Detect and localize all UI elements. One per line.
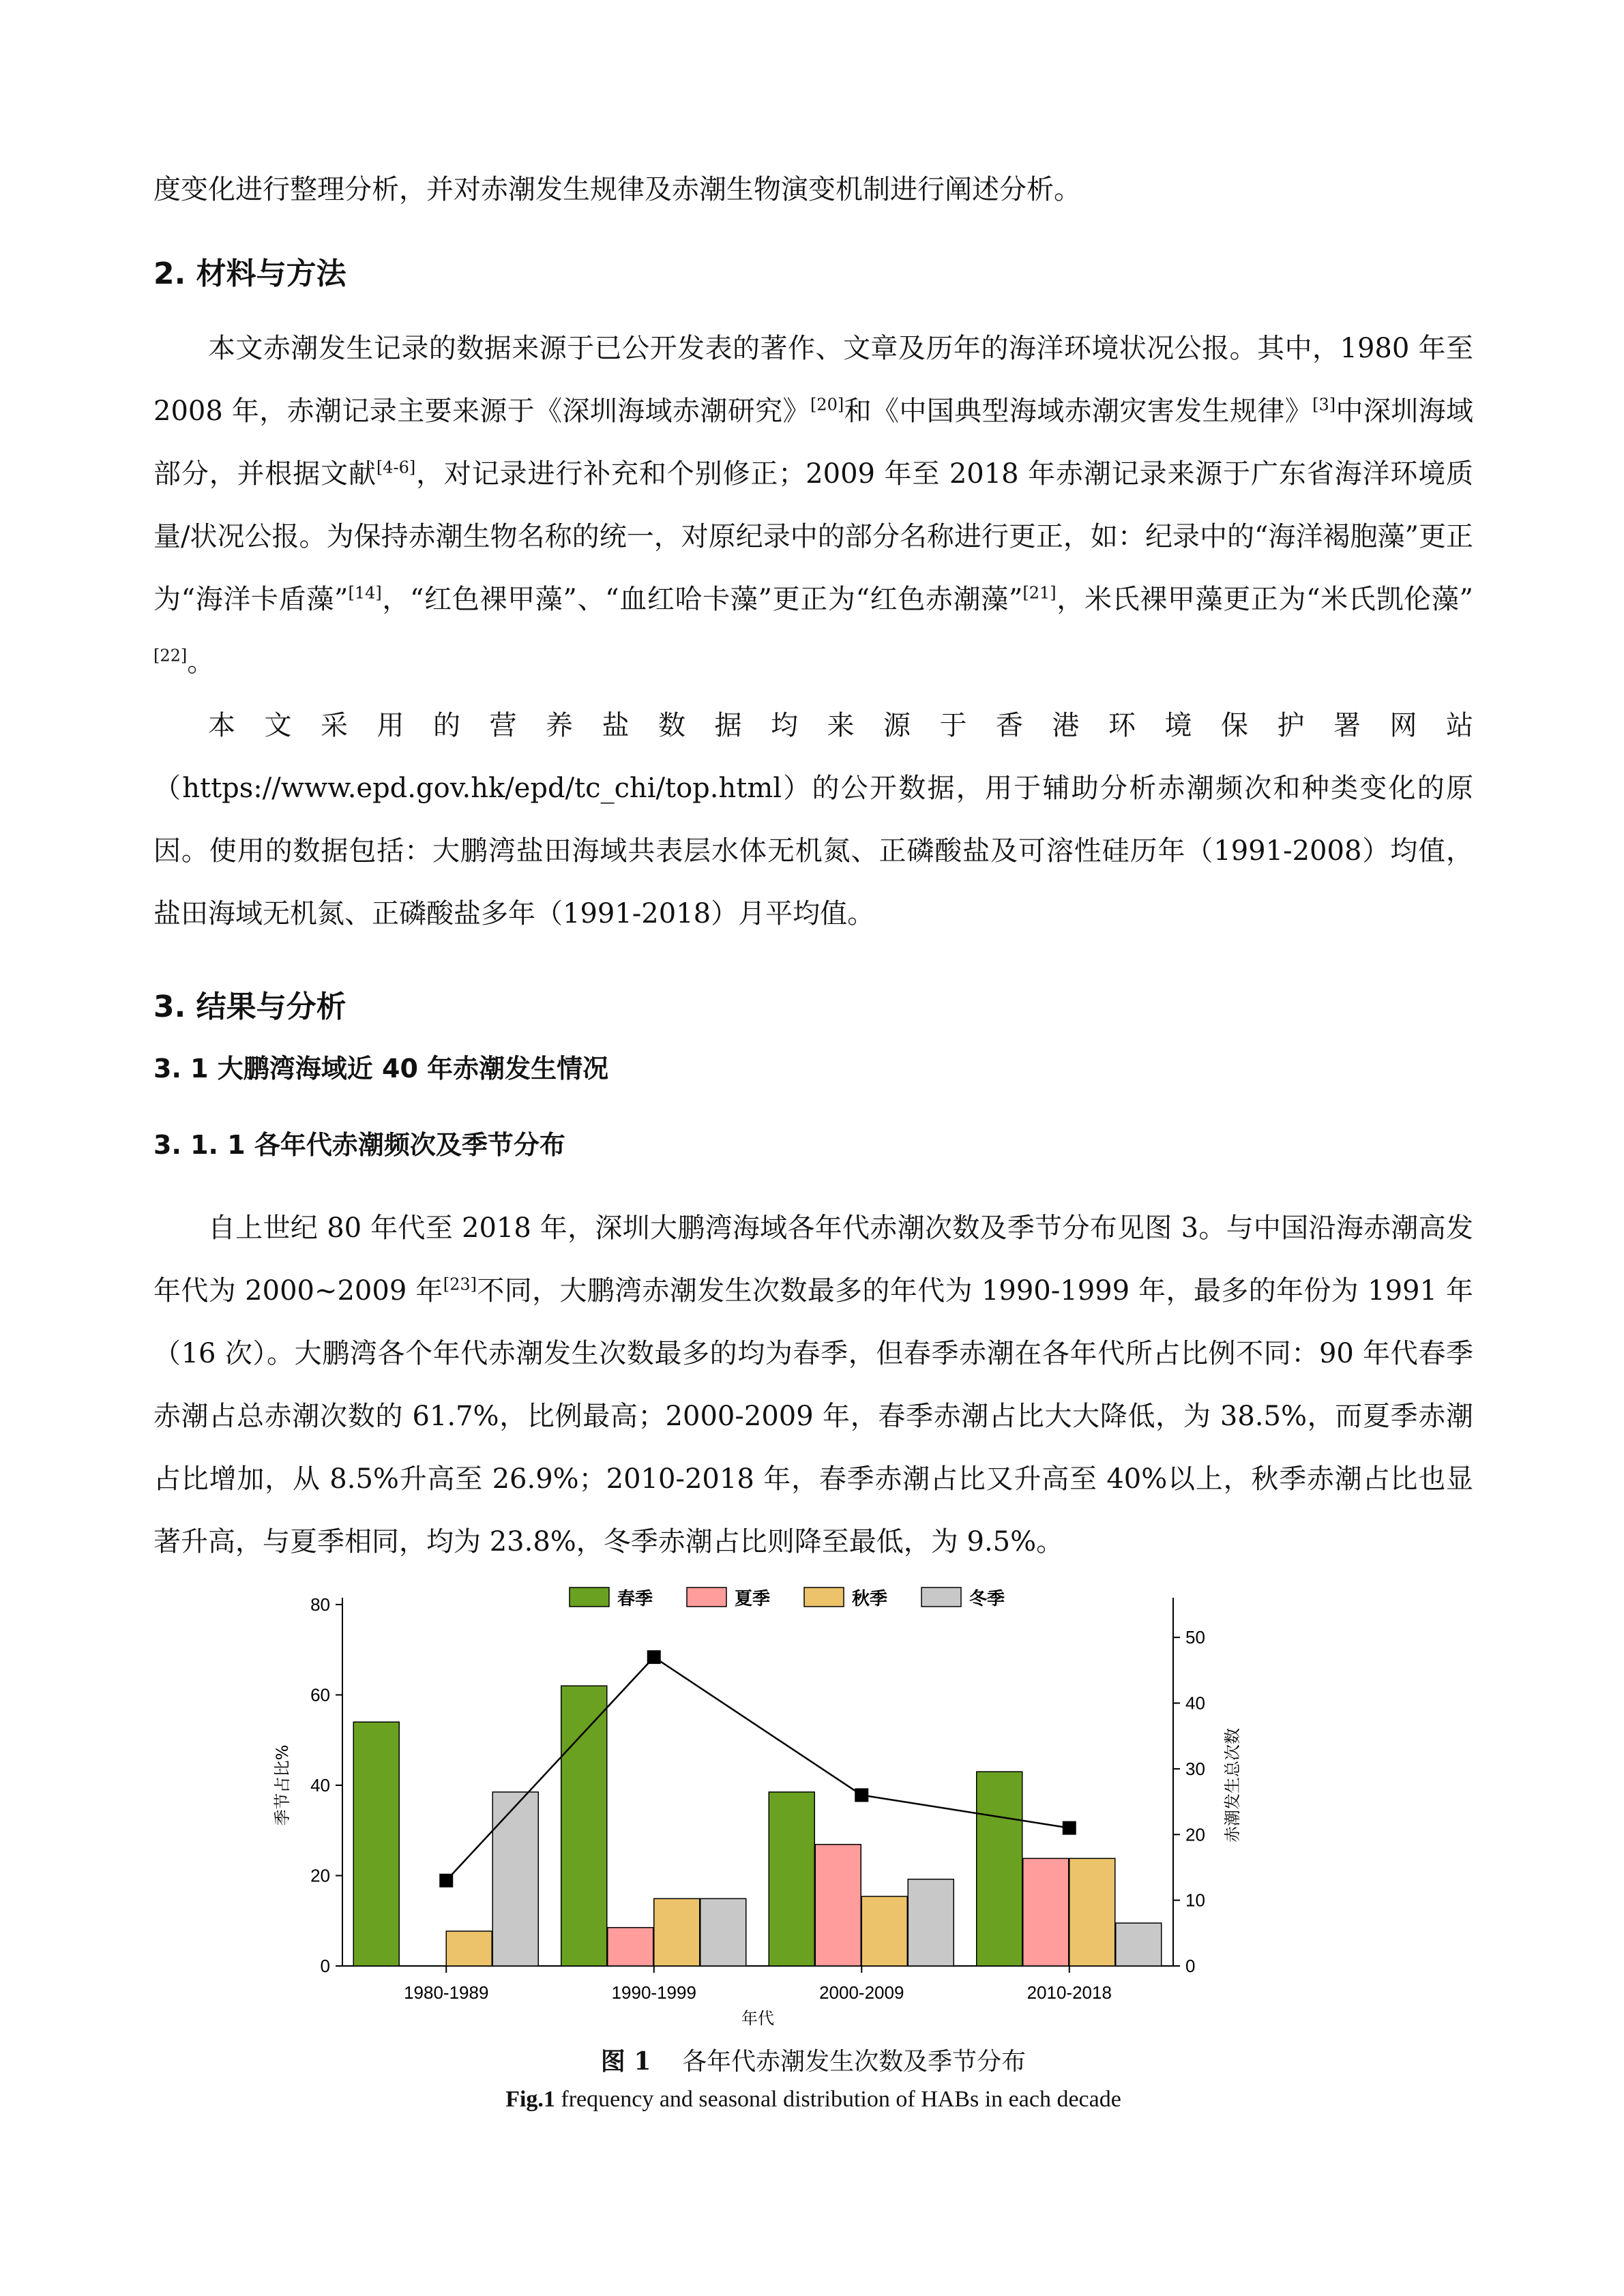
bar-2-2000-2009	[815, 1845, 861, 1966]
right-tick-label: 50	[1185, 1627, 1205, 1648]
intro-tail-paragraph: 度变化进行整理分析，并对赤潮发生规律及赤潮生物演变机制进行阐述分析。	[153, 174, 1081, 205]
subsection-3-1-heading: 3. 1 大鹏湾海域近 40 年赤潮发生情况	[153, 1054, 609, 1084]
section-2-paragraph-1	[153, 317, 1473, 694]
figure-label-cn: 图 1	[600, 2047, 651, 2076]
decade-season-chart	[252, 1575, 1262, 2028]
x-tick-label: 2010-2018	[1027, 1982, 1112, 2003]
sec2-p1-text-f: ，米氏裸甲藻更正为“米氏凯伦藻”	[1056, 584, 1473, 615]
bar-4-1980-1989	[492, 1792, 538, 1966]
left-tick-label: 60	[310, 1684, 330, 1705]
bar-3-1980-1989	[446, 1931, 492, 1966]
legend-label: 秋季	[852, 1589, 888, 1609]
x-axis-label: 年代	[741, 2009, 774, 2028]
citation-22: [22]	[153, 646, 188, 666]
figure-title-cn: 各年代赤潮发生次数及季节分布	[682, 2048, 1027, 2076]
sec2-p1-text-b: 和《中国典型海域赤潮灾害发生规律》	[844, 396, 1313, 427]
bar-1-2000-2009	[769, 1792, 814, 1966]
x-tick-label: 1990-1999	[611, 1982, 696, 2003]
sec2-p1-text-c: 中深圳海域部分，并根据文献	[153, 396, 1474, 490]
legend-swatch	[804, 1587, 844, 1607]
citation-23: [23]	[443, 1274, 477, 1294]
citation-4-6: [4-6]	[376, 458, 416, 477]
figure-caption-en	[153, 2087, 1473, 2113]
y-axis-right-label: 赤潮发生总次数	[1223, 1728, 1242, 1843]
bar-4-1990-1999	[700, 1898, 746, 1966]
section-3-paragraph-1	[153, 1197, 1473, 1573]
figure-caption-cn	[153, 2042, 1473, 2077]
left-tick-label: 40	[310, 1775, 330, 1795]
right-tick-label: 20	[1185, 1824, 1205, 1845]
total-count-marker	[855, 1788, 868, 1802]
bar-1-1980-1989	[353, 1722, 399, 1966]
bar-3-2000-2009	[861, 1896, 907, 1966]
legend-label: 春季	[617, 1589, 653, 1609]
right-tick-label: 0	[1185, 1956, 1196, 1976]
sec2-p1-text-e: ，“红色裸甲藻”、“血红哈卡藻”更正为“红色赤潮藻”	[381, 584, 1023, 615]
sec2-p1-text-d: ，对记录进行补充和个别修正；2009 年至 2018 年赤潮记录来源于广东省海洋环境质量/状况公报。为保持赤潮生物名称的统一，对原纪录中的部分名称进行更正，如：纪录中的“海洋褐胞藻”更正为“海洋卡盾藻”	[153, 458, 1473, 615]
bar-1-2010-2018	[977, 1772, 1022, 1966]
sec2-p1-text-a: 本文赤潮发生记录的数据来源于已公开发表的著作、文章及历年的海洋环境状况公报。其中，1980 年至 2008 年，赤潮记录主要来源于《深圳海域赤潮研究》	[153, 333, 1473, 427]
citation-14: [14]	[348, 583, 382, 603]
section-2-paragraph-2: 本文采用的营养盐数据均来源于香港环境保护署网站（https://www.epd.gov.hk/epd/tc_chi/top.html）的公开数据，用于辅助分析赤潮频次和种类变化的原因。使用的数据包括：大鹏湾盐田海域共表层水体无机氮、正磷酸盐及可溶性硅历年（1991-2008）均值，盐田海域无机氮、正磷酸盐多年（1991-2018）月平均值。	[153, 710, 1473, 929]
left-tick-label: 80	[310, 1594, 330, 1615]
x-tick-label: 1980-1989	[404, 1982, 489, 2003]
bar-4-2000-2009	[908, 1879, 954, 1966]
citation-21: [21]	[1022, 583, 1057, 603]
bar-3-1990-1999	[654, 1898, 700, 1966]
subsection-3-1-1-heading: 3. 1. 1 各年代赤潮频次及季节分布	[153, 1130, 565, 1160]
legend-label: 冬季	[969, 1589, 1005, 1609]
legend-swatch	[687, 1587, 726, 1607]
right-tick-label: 40	[1185, 1693, 1205, 1714]
sec2-p1-text-g: 。	[187, 646, 215, 678]
total-count-marker	[647, 1650, 661, 1664]
chart-svg	[252, 1575, 1262, 2028]
section-2-heading: 2. 材料与方法	[153, 256, 346, 291]
legend-swatch	[570, 1587, 609, 1607]
x-tick-label: 2000-2009	[819, 1982, 904, 2003]
total-count-marker	[439, 1874, 453, 1888]
section-3-heading: 3. 结果与分析	[153, 989, 346, 1024]
bar-2-2010-2018	[1023, 1858, 1069, 1966]
legend-swatch	[921, 1587, 961, 1607]
citation-20: [20]	[810, 395, 844, 415]
bar-1-1990-1999	[561, 1686, 607, 1966]
left-tick-label: 20	[310, 1865, 330, 1886]
citation-3: [3]	[1312, 395, 1336, 415]
bar-3-2010-2018	[1069, 1858, 1115, 1966]
bar-2-1990-1999	[608, 1928, 653, 1966]
right-tick-label: 30	[1185, 1758, 1205, 1779]
total-count-line	[446, 1657, 1069, 1881]
right-tick-label: 10	[1185, 1890, 1205, 1911]
legend-label: 夏季	[735, 1589, 771, 1609]
left-tick-label: 0	[320, 1956, 330, 1976]
bar-4-2010-2018	[1116, 1923, 1162, 1966]
figure-label-en: Fig.1	[505, 2087, 555, 2112]
figure-title-en: frequency and seasonal distribution of HABs in each decade	[555, 2087, 1121, 2112]
sec3-p1-text-b: 不同，大鹏湾赤潮发生次数最多的年代为 1990-1999 年，最多的年份为 1991 年（16 次）。大鹏湾各个年代赤潮发生次数最多的均为春季，但春季赤潮在各年代所占比例不同：90 年代春季赤潮占总赤潮次数的 61.7%，比例最高；2000-2009 年，春季赤潮占比大大降低，为 38.5%，而夏季赤潮占比增加，从 8.5%升高至 26.9%；2010-2018 年，春季赤潮占比又升高至 40%以上，秋季赤潮占比也显著升高，与夏季相同，均为 23.8%，冬季赤潮占比则降至最低，为 9.5%。	[153, 1275, 1473, 1557]
sec3-p1-text-a: 自上世纪 80 年代至 2018 年，深圳大鹏湾海域各年代赤潮次数及季节分布见图 3。与中国沿海赤潮高发年代为 2000~2009 年	[153, 1212, 1473, 1307]
total-count-marker	[1063, 1821, 1076, 1835]
y-axis-label: 季节占比%	[273, 1744, 292, 1826]
